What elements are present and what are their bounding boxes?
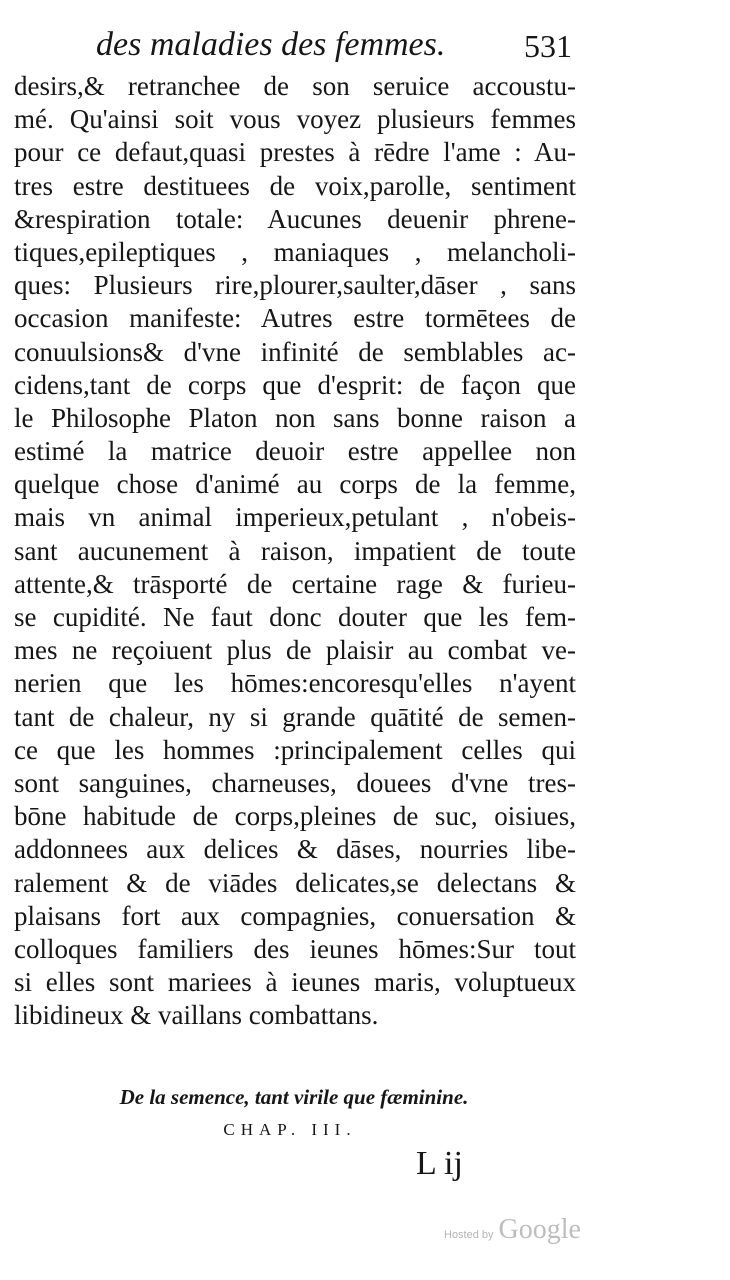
text-line: ralement & de viādes delicates,se delectans & bbox=[14, 867, 576, 898]
text-line: se cupidité. Ne faut donc douter que les fem- bbox=[14, 602, 576, 632]
chapter-heading: De la semence, tant virile que fæminine. bbox=[119, 1085, 469, 1109]
text-line: quelque chose d'animé au corps de la femme, bbox=[14, 469, 576, 500]
watermark-hosted-by: Hosted by bbox=[444, 1229, 494, 1241]
text-line: conuulsions& d'vne infinité de semblables ac- bbox=[14, 336, 576, 367]
text-line: tant de chaleur, ny si grande quātité de semen- bbox=[14, 701, 576, 732]
text-line: ce que les hommes :principalement celles qui bbox=[14, 734, 576, 765]
text-line: libidineux & vaillans combattans. bbox=[14, 1000, 379, 1031]
text-line: mais vn animal imperieux,petulant , n'obeis- bbox=[14, 502, 576, 533]
page-number: 531 bbox=[524, 28, 572, 64]
text-line: cidens,tant de corps que d'esprit: de façon que bbox=[14, 369, 576, 400]
body-text bbox=[14, 70, 576, 1032]
text-line: sont sanguines, charneuses, douees d'vne tres- bbox=[14, 767, 576, 798]
chapter-label: CHAP. III. bbox=[223, 1120, 357, 1139]
text-line: ques: Plusieurs rire,plourer,saulter,dāser , sans bbox=[14, 270, 576, 301]
text-line: &respiration totale: Aucunes deuenir phrene- bbox=[14, 203, 576, 234]
google-logo: Google bbox=[498, 1214, 581, 1245]
text-line: nerien que les hōmes:encoresqu'elles n'ayent bbox=[14, 668, 576, 699]
text-line: estimé la matrice deuoir estre appellee non bbox=[14, 436, 576, 467]
signature-mark: L ij bbox=[416, 1145, 463, 1182]
text-line: occasion manifeste: Autres estre tormētees de bbox=[14, 303, 576, 334]
text-line: tiques,epileptiques , maniaques , melancholi- bbox=[14, 236, 576, 267]
text-line: bōne habitude de corps,pleines de suc, oisiues, bbox=[14, 801, 576, 832]
text-line: addonnees aux delices & dāses, nourries libe- bbox=[14, 834, 576, 865]
google-watermark bbox=[444, 1214, 614, 1254]
text-line: plaisans fort aux compagnies, conuersation & bbox=[14, 900, 576, 931]
text-line: desirs,& retranchee de son seruice accoustu- bbox=[14, 71, 576, 101]
text-line: pour ce defaut,quasi prestes à rēdre l'ame : Au- bbox=[14, 137, 576, 168]
text-line: le Philosophe Platon non sans bonne raison a bbox=[14, 402, 576, 433]
text-line: si elles sont mariees à ieunes maris, voluptueux bbox=[14, 967, 576, 998]
text-line: mes ne reçoiuent plus de plaisir au combat ve- bbox=[14, 635, 576, 666]
text-line: sant aucunement à raison, impatient de toute bbox=[14, 535, 576, 566]
running-head: des maladies des femmes. bbox=[96, 26, 446, 63]
text-line: mé. Qu'ainsi soit vous voyez plusieurs femmes bbox=[14, 104, 576, 135]
text-line: tres estre destituees de voix,parolle, sentiment bbox=[14, 170, 576, 201]
text-line: attente,& trāsporté de certaine rage & furieu- bbox=[14, 568, 576, 599]
text-line: colloques familiers des ieunes hōmes:Sur tout bbox=[14, 933, 576, 964]
